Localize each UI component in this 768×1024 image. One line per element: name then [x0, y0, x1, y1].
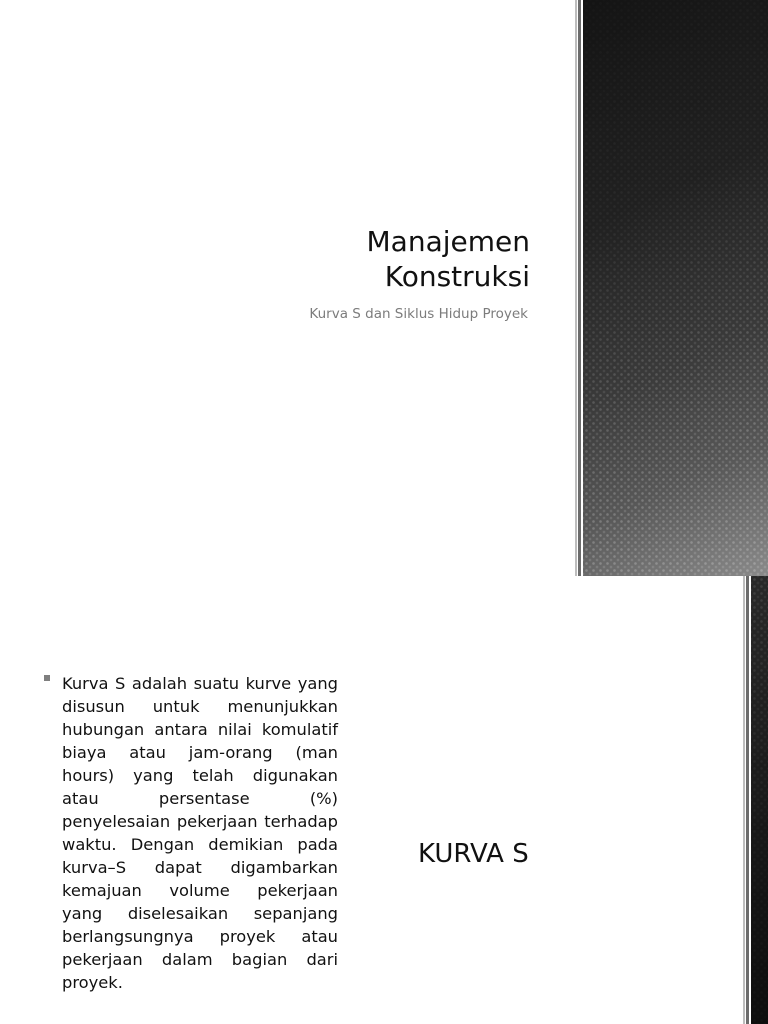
slide-title-line: Manajemen — [366, 225, 530, 258]
decorative-mesh-panel — [583, 0, 768, 576]
content-slide — [0, 576, 768, 1024]
slide-divider-line — [578, 0, 581, 576]
slide-divider-line — [743, 576, 745, 1024]
slide-divider-line — [746, 576, 749, 1024]
square-bullet-icon — [44, 675, 50, 681]
section-heading: KURVA S — [418, 839, 529, 869]
slide-subtitle: Kurva S dan Siklus Hidup Proyek — [309, 306, 528, 322]
slide-title-line: Konstruksi — [384, 260, 530, 293]
bullet-text: Kurva S adalah suatu kurve yang disusun untuk menunjukkan hubungan antara nilai komulatif biaya atau jam-orang (man hours) yang telah digunakan atau persentase (%) penyelesaian pekerjaan terhadap waktu. Dengan demikian pada kurva–S dapat digambarkan kemajuan volume pekerjaan yang diselesaikan sepanjang berlangsungnya proyek atau pekerjaan dalam bagian dari proyek. — [62, 674, 338, 992]
bullet-list — [44, 672, 338, 994]
slide-divider-line — [575, 0, 577, 576]
slide-title — [200, 224, 530, 294]
decorative-mesh-panel — [751, 576, 768, 1024]
